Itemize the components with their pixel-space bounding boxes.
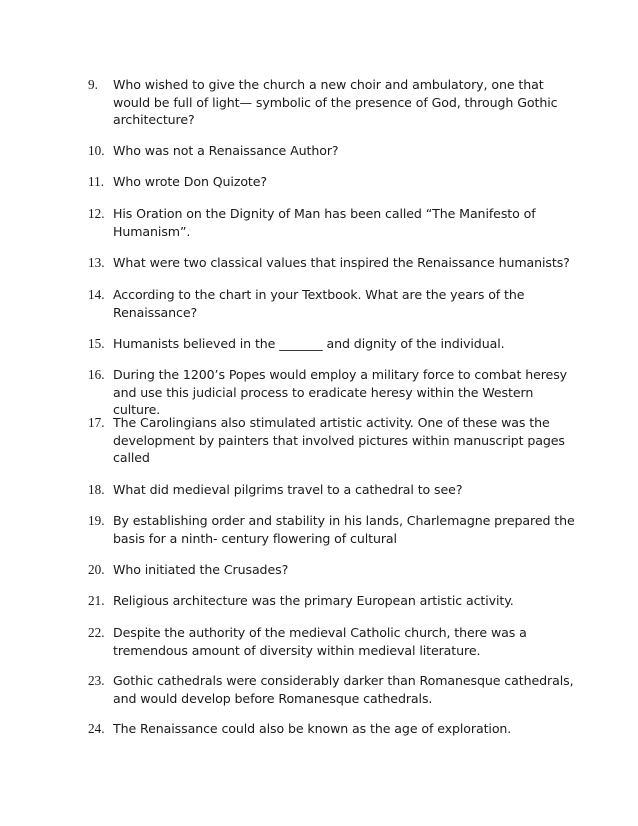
question-text: Humanists believed in the _______ and dignity of the individual. — [113, 336, 505, 351]
question-number: 20. — [88, 562, 105, 577]
question-number: 12. — [88, 206, 105, 221]
question-number: 19. — [88, 513, 105, 528]
question-item — [88, 512, 578, 547]
question-item — [88, 173, 578, 191]
question-text: Despite the authority of the medieval Catholic church, there was a tremendous amount of diversity within medieval literature. — [113, 625, 527, 658]
question-number: 22. — [88, 625, 105, 640]
question-item — [88, 481, 578, 499]
question-number: 10. — [88, 143, 105, 158]
question-number: 18. — [88, 482, 105, 497]
question-number: 14. — [88, 287, 105, 302]
question-number: 23. — [88, 673, 105, 688]
question-item — [88, 205, 578, 240]
question-number: 13. — [88, 255, 105, 270]
question-item — [88, 142, 578, 160]
question-number: 9. — [88, 77, 98, 92]
question-text: His Oration on the Dignity of Man has been called “The Manifesto of Humanism”. — [113, 206, 536, 239]
question-text: What did medieval pilgrims travel to a cathedral to see? — [113, 482, 463, 497]
question-number: 21. — [88, 593, 105, 608]
question-text: Who was not a Renaissance Author? — [113, 143, 339, 158]
question-text: Who wrote Don Quizote? — [113, 174, 268, 189]
question-text: By establishing order and stability in his lands, Charlemagne prepared the basis for a ninth- century flowering of cultural — [113, 513, 575, 546]
question-number: 24. — [88, 721, 105, 736]
question-text: Religious architecture was the primary European artistic activity. — [113, 593, 514, 608]
question-item — [88, 414, 578, 467]
question-text: Who wished to give the church a new choir and ambulatory, one that would be full of light— symbolic of the presence of God, through Gothic architecture? — [113, 77, 558, 127]
question-number: 11. — [88, 174, 104, 189]
question-item — [88, 672, 578, 707]
question-item — [88, 720, 578, 738]
question-item — [88, 561, 578, 579]
question-text: Gothic cathedrals were considerably darker than Romanesque cathedrals, and would develop before Romanesque cathedrals. — [113, 673, 574, 706]
question-number: 15. — [88, 336, 105, 351]
question-item — [88, 592, 578, 610]
question-item — [88, 254, 578, 272]
question-item — [88, 286, 578, 321]
question-item — [88, 624, 578, 659]
question-text: What were two classical values that inspired the Renaissance humanists? — [113, 255, 570, 270]
question-text: According to the chart in your Textbook. What are the years of the Renaissance? — [113, 287, 525, 320]
question-text: During the 1200’s Popes would employ a military force to combat heresy and use this judicial process to eradicate heresy within the Western culture. — [113, 367, 568, 417]
question-number: 16. — [88, 367, 105, 382]
question-item — [88, 366, 578, 419]
question-text: Who initiated the Crusades? — [113, 562, 289, 577]
question-item — [88, 335, 578, 353]
question-number: 17. — [88, 415, 105, 430]
question-text: The Carolingians also stimulated artistic activity. One of these was the development by painters that involved pictures within manuscript pages called — [113, 415, 565, 465]
question-item — [88, 76, 578, 129]
question-text: The Renaissance could also be known as the age of exploration. — [113, 721, 512, 736]
